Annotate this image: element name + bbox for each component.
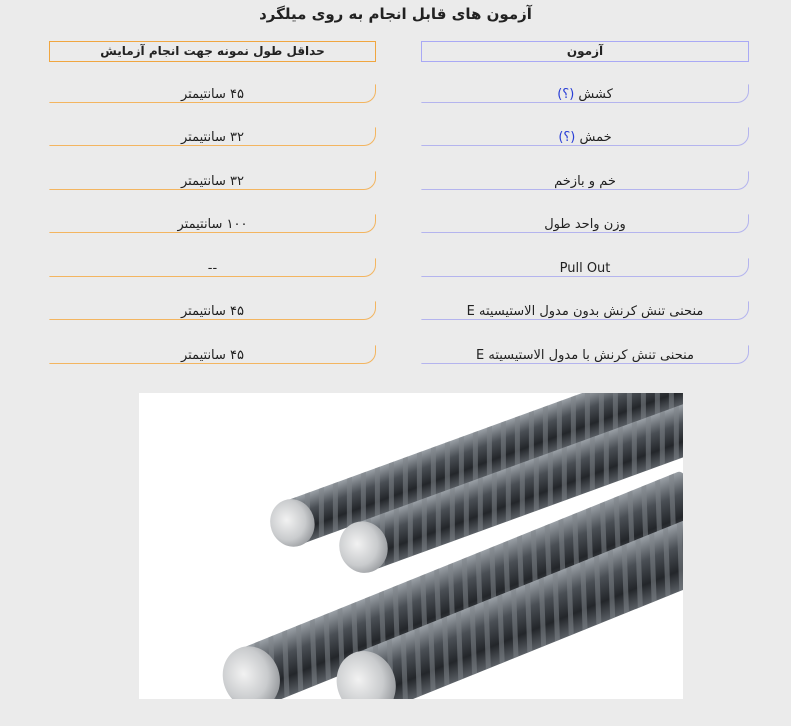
min-length-cell: -- bbox=[49, 258, 376, 277]
test-name: منحنی تنش کرنش با مدول الاستیسیته E bbox=[476, 348, 694, 363]
test-name-cell bbox=[421, 127, 749, 146]
column-header-min-length: حداقل طول نمونه جهت انجام آزمایش bbox=[49, 41, 376, 62]
rebar-photo bbox=[139, 393, 683, 699]
test-name-cell bbox=[421, 214, 749, 233]
min-length-cell: ۱۰۰ سانتیمتر bbox=[49, 214, 376, 233]
column-header-test: آزمون bbox=[421, 41, 749, 62]
test-name-cell bbox=[421, 171, 749, 190]
min-length-cell: ۴۵ سانتیمتر bbox=[49, 301, 376, 320]
test-name-cell bbox=[421, 84, 749, 103]
min-length-cell: ۳۲ سانتیمتر bbox=[49, 127, 376, 146]
test-name: منحنی تنش کرنش بدون مدول الاستیسیته E bbox=[466, 304, 704, 319]
test-name: خمش bbox=[579, 130, 612, 145]
test-name: Pull Out bbox=[559, 261, 611, 276]
test-name-cell bbox=[421, 345, 749, 364]
test-name: خم و بازخم bbox=[554, 174, 616, 189]
test-name: کشش bbox=[578, 87, 613, 102]
min-length-cell: ۴۵ سانتیمتر bbox=[49, 345, 376, 364]
help-link-bending[interactable]: (؟) bbox=[558, 130, 576, 145]
test-name-cell bbox=[421, 258, 749, 277]
page-title: آزمون های قابل انجام به روی میلگرد bbox=[259, 5, 532, 23]
test-name-cell bbox=[421, 301, 749, 320]
min-length-cell: ۴۵ سانتیمتر bbox=[49, 84, 376, 103]
min-length-cell: ۳۲ سانتیمتر bbox=[49, 171, 376, 190]
test-name: وزن واحد طول bbox=[544, 217, 626, 232]
help-link-tension[interactable]: (؟) bbox=[557, 87, 575, 102]
